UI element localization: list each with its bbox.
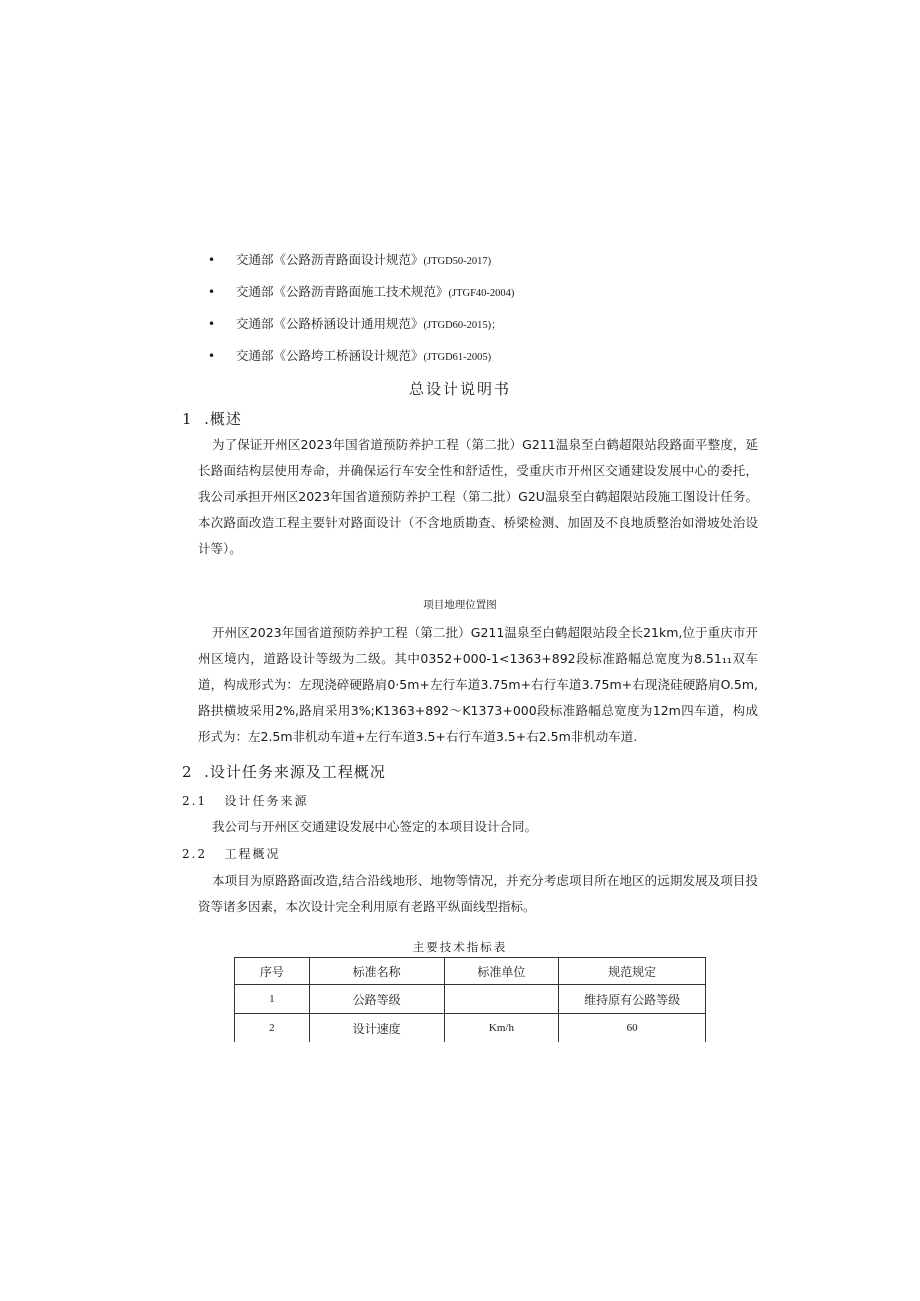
list-item (208, 248, 514, 280)
standard-code: (JTGD61-2005) (423, 352, 492, 363)
standard-code: (JTGD60-2015)； (423, 320, 502, 331)
table-cell (444, 985, 559, 1014)
table-row (235, 1014, 706, 1043)
list-item (208, 312, 514, 344)
table-cell: 维持原有公路等级 (559, 985, 706, 1014)
bullet-icon: • (208, 285, 216, 299)
table-row (235, 985, 706, 1014)
table-cell: 公路等级 (309, 985, 444, 1014)
table-cell: 2 (235, 1014, 310, 1043)
table-header-cell: 规范规定 (559, 958, 706, 985)
standard-label: 交通部《公路垮工桥涵设计规范》 (236, 348, 424, 363)
list-item (208, 344, 514, 376)
table-cell: Km/h (444, 1014, 559, 1043)
table-caption: 主要技术指标表 (412, 940, 508, 954)
table-cell: 1 (235, 985, 310, 1014)
subsection-2-2-heading: 2.2 工程概况 (182, 847, 281, 861)
table-cell: 60 (559, 1014, 706, 1043)
standard-label: 交通部《公路桥涵设计通用规范》 (236, 316, 424, 331)
table-header-cell: 标准单位 (444, 958, 559, 985)
subsection-2-2-text: 本项目为原路路面改造,结合沿线地形、地物等情况，并充分考虑项目所在地区的远期发展及项目投资等诸多因素，本次设计完全利用原有老路平纵面线型指标。 (198, 873, 758, 914)
standard-label: 交通部《公路沥青路面设计规范》 (236, 252, 424, 267)
standards-list (208, 248, 514, 376)
section-1-heading: 1 .概述 (182, 410, 242, 428)
bullet-icon: • (208, 349, 216, 363)
subsection-2-1-heading: 2.1 设计任务来源 (182, 794, 309, 808)
section-1-paragraph: 为了保证开州区2023年国省道预防养护工程（第二批）G211温泉至白鹤超限站段路面平整度，延长路面结构层使用寿命，并确保运行车安全性和舒适性，受重庆市开州区交通建设发展中心的委托，我公司承担开州区2023年国省道预防养护工程（第二批）G2U温泉至白鹤超限站段施工图设计任务。本次路面改造工程主要针对路面设计（不含地质勘查、桥梁检测、加固及不良地质整治如滑坡处治设计等）。 (198, 437, 758, 556)
figure-caption: 项目地理位置图 (423, 599, 497, 611)
project-description: 开州区2023年国省道预防养护工程（第二批）G211温泉至白鹤超限站段全长21km,位于重庆市开州区境内，道路设计等级为二级。其中0352+000-1<1363+892段标准路幅总宽度为8.51₁₁双车道，构成形式为：左现浇碎硬路肩0·5m+左行车道3.75m+右行车道3.75m+右现浇硅硬路肩O.5m,路拱横坡采用2%,路肩采用3%;K1363+892～K1373+000段标准路幅总宽度为12m四车道，构成形式为：左2.5m非机动车道+左行车道3.5+右行车道3.5+右2.5m非机动车道. (198, 625, 758, 744)
standard-code: (JTGD50-2017) (423, 256, 492, 267)
spec-table (234, 957, 706, 1042)
subsection-2-1-text: 我公司与开州区交通建设发展中心签定的本项目设计合同。 (212, 819, 538, 834)
table-cell: 设计速度 (309, 1014, 444, 1043)
table-header-row (235, 958, 706, 985)
standard-label: 交通部《公路沥青路面施工技术规范》 (236, 284, 449, 299)
section-2-heading: 2 .设计任务来源及工程概况 (182, 763, 386, 781)
bullet-icon: • (208, 253, 216, 267)
table-header-cell: 标准名称 (309, 958, 444, 985)
standard-code: (JTGF40-2004) (448, 288, 515, 299)
list-item (208, 280, 514, 312)
table-header-cell: 序号 (235, 958, 310, 985)
bullet-icon: • (208, 317, 216, 331)
document-title: 总设计说明书 (408, 380, 511, 398)
